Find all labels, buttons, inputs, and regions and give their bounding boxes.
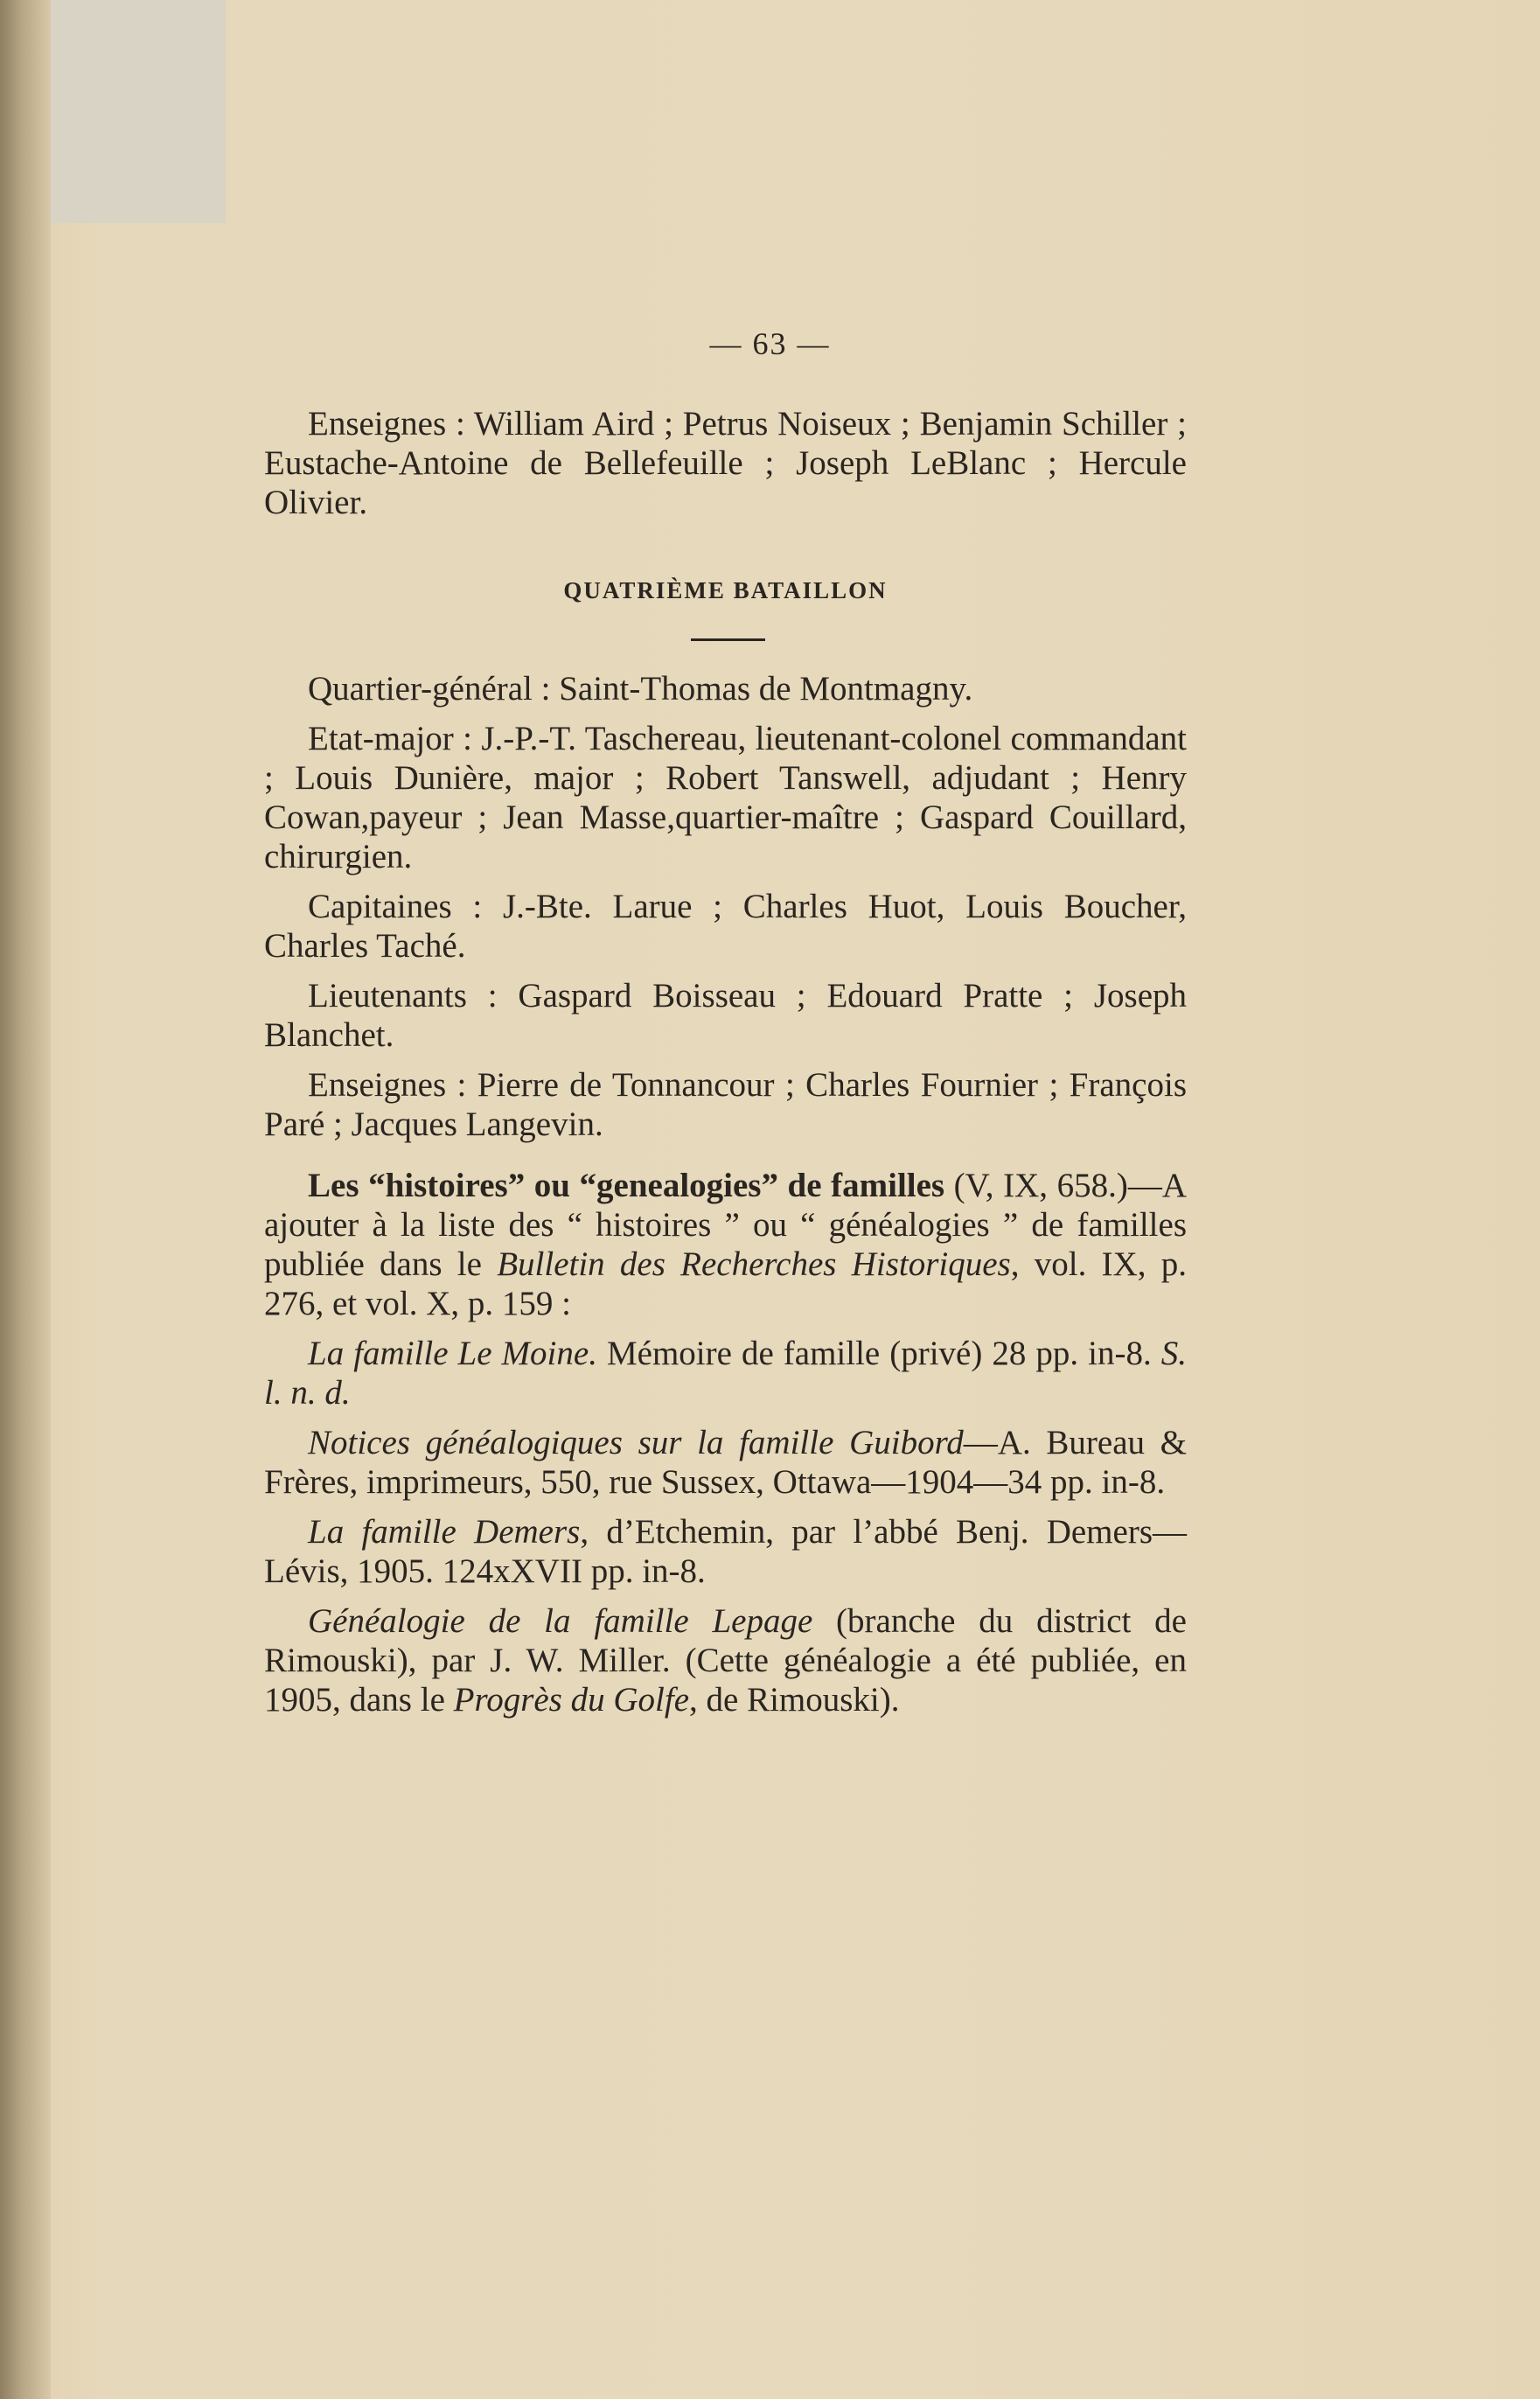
paragraph-capitaines: Capitaines : J.-Bte. Larue ; Charles Huot, Louis Boucher, Charles Taché.: [264, 888, 1187, 965]
paragraph-lieutenants: Lieutenants : Gaspard Boisseau ; Edouard Pratte ; Joseph Blanchet.: [264, 977, 1187, 1054]
intro-text-2: , vol. IX, p. 276, et vol. X, p. 159 :: [264, 1245, 1187, 1322]
paragraph-quartier-general: Quartier-général : Saint-Thomas de Montmagny.: [308, 670, 973, 708]
paragraph-etat-major: Etat-major : J.-P.-T. Taschereau, lieutenant-colonel commandant ; Louis Dunière, major ; Robert Tanswell, adjudant ; Henry Cowan,payeur ; Jean Masse,quartier-maître ; Gaspard Couillard, chirurgien.: [264, 720, 1187, 875]
bulletin-title: Bulletin des Recherches Historiques: [497, 1245, 1011, 1283]
block-quatrieme-bataillon: [264, 669, 1187, 1154]
intro-text-1: (V, IX, 658.)—A ajouter à la liste des “ histoires ” ou “ généalogies ” de familles publiée dans le: [264, 1167, 1187, 1283]
entry-le-moine-text: Mémoire de famille (privé) 28 pp. in-8.: [596, 1335, 1161, 1372]
entry-lepage-text-1: (branche du district de Rimouski), par J. W. Miller. (Cette généalogie a été publiée, en 1905, dans le: [264, 1602, 1187, 1719]
section-heading: QUATRIÈME BATAILLON: [563, 577, 888, 603]
entry-guibord-text: —A. Bureau & Frères, imprimeurs, 550, rue Sussex, Ottawa—1904—34 pp. in-8.: [264, 1424, 1188, 1501]
entry-demers: [264, 1512, 1187, 1591]
block-enseignes-troisieme: [264, 404, 1187, 533]
entry-lepage: [264, 1601, 1187, 1719]
heading-rule: [691, 638, 765, 641]
progres-du-golfe-title: Progrès du Golfe: [453, 1681, 690, 1719]
entry-le-moine: [264, 1334, 1187, 1412]
entry-guibord-title: Notices généalogiques sur la famille Guibord: [308, 1424, 964, 1461]
page-number: — 63 —: [709, 326, 831, 361]
paper-patch: [51, 0, 226, 223]
article-title: Les “histoires” ou “genealogies” de familles: [308, 1167, 945, 1204]
entry-guibord: [264, 1423, 1187, 1502]
block-histoires-genealogies: [264, 1166, 1187, 1730]
entry-le-moine-sld: S. l. n. d.: [264, 1335, 1187, 1412]
entry-le-moine-title: La famille Le Moine.: [308, 1335, 597, 1372]
paragraph-enseignes-quatrieme: Enseignes : Pierre de Tonnancour ; Charles Fournier ; François Paré ; Jacques Langevin.: [264, 1066, 1187, 1143]
entry-lepage-title: Généalogie de la famille Lepage: [308, 1602, 813, 1640]
paragraph-histoires-intro: [264, 1166, 1187, 1323]
entry-lepage-text-2: , de Rimouski).: [689, 1681, 900, 1719]
entry-demers-text: , d’Etchemin, par l’abbé Benj. Demers—Lévis, 1905. 124xXVII pp. in-8.: [264, 1513, 1187, 1590]
paragraph-enseignes: Enseignes : William Aird ; Petrus Noiseux ; Benjamin Schiller ; Eustache-Antoine de Bellefeuille ; Joseph LeBlanc ; Hercule Olivier.: [264, 405, 1187, 521]
entry-demers-title: La famille Demers: [308, 1513, 581, 1551]
